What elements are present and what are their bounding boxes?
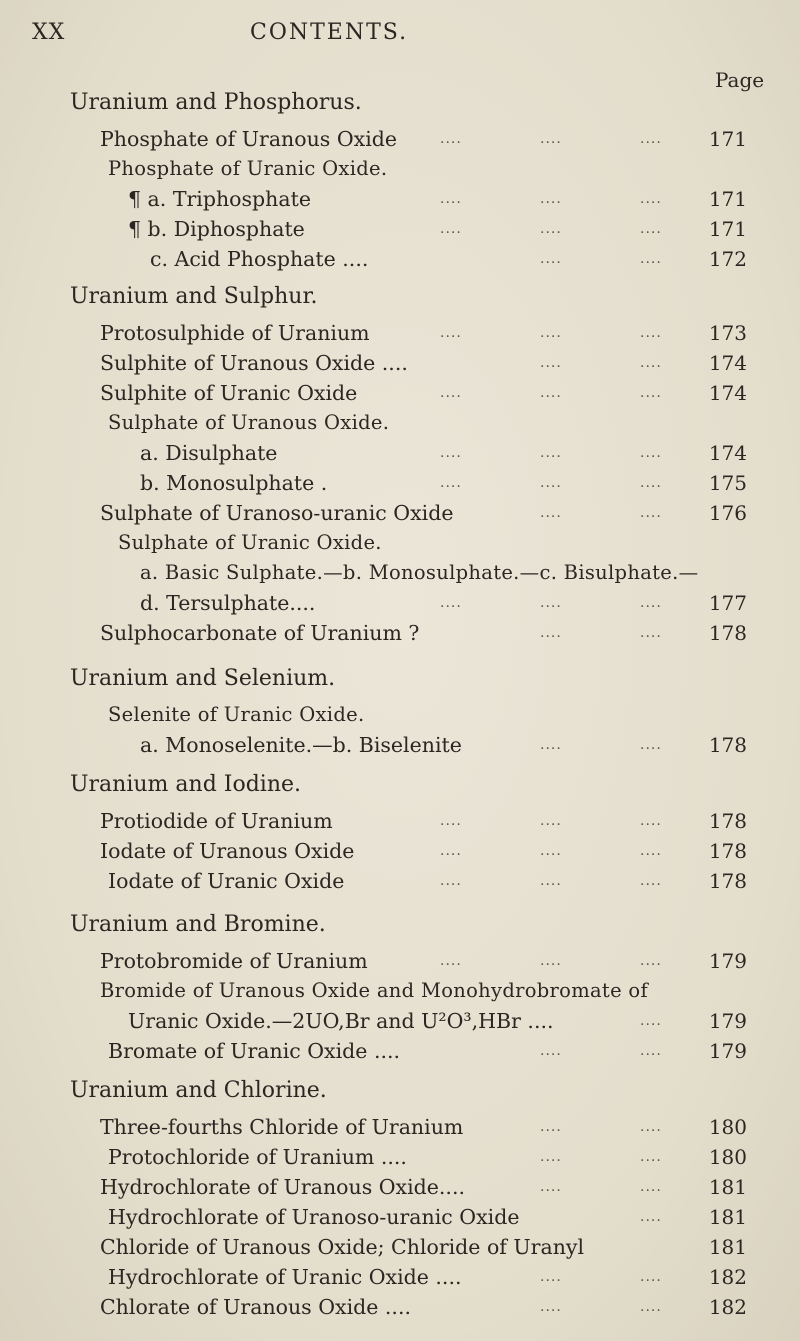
toc-entry bbox=[0, 730, 800, 760]
dot-leader: .... bbox=[540, 251, 562, 267]
toc-entry bbox=[0, 468, 800, 498]
dot-leader: .... bbox=[640, 1043, 662, 1059]
dot-leader: .... bbox=[640, 1149, 662, 1165]
page-number: 180 bbox=[708, 1115, 747, 1139]
toc-entry bbox=[0, 1232, 800, 1262]
entry-title: a. Disulphate bbox=[140, 441, 278, 465]
toc-subheading bbox=[0, 558, 800, 588]
entry-title: a. Monoselenite.—b. Biselenite bbox=[140, 733, 462, 757]
dot-leader: .... bbox=[640, 221, 662, 237]
dot-leader: .... bbox=[640, 595, 662, 611]
page-number-roman: XX bbox=[32, 20, 66, 45]
toc-entry bbox=[0, 946, 800, 976]
entry-title: Iodate of Uranic Oxide bbox=[108, 869, 345, 893]
dot-leader: .... bbox=[640, 191, 662, 207]
toc-entry bbox=[0, 1262, 800, 1292]
dot-leader: .... bbox=[540, 1299, 562, 1315]
toc-entry bbox=[0, 1142, 800, 1172]
dot-leader: .... bbox=[540, 843, 562, 859]
entry-title: Protiodide of Uranium bbox=[100, 809, 333, 833]
dot-leader: .... bbox=[540, 505, 562, 521]
entry-title: Hydrochlorate of Uranic Oxide .... bbox=[108, 1265, 462, 1289]
dot-leader: .... bbox=[640, 505, 662, 521]
entry-title: Iodate of Uranous Oxide bbox=[100, 839, 355, 863]
page-number: 181 bbox=[708, 1205, 747, 1229]
dot-leader: .... bbox=[540, 191, 562, 207]
dot-leader: .... bbox=[540, 1179, 562, 1195]
entry-title: Hydrochlorate of Uranous Oxide.... bbox=[100, 1175, 465, 1199]
page-number: 178 bbox=[708, 733, 747, 757]
dot-leader: .... bbox=[540, 813, 562, 829]
toc-entry bbox=[0, 1112, 800, 1142]
toc-entry bbox=[0, 1006, 800, 1036]
page-number: 178 bbox=[708, 869, 747, 893]
dot-leader: .... bbox=[540, 221, 562, 237]
entry-title: Protochloride of Uranium .... bbox=[108, 1145, 407, 1169]
page-number: 182 bbox=[708, 1265, 747, 1289]
toc-entry bbox=[0, 866, 800, 896]
page-number: 172 bbox=[708, 247, 747, 271]
toc-subheading bbox=[0, 154, 800, 184]
toc-entry bbox=[0, 1292, 800, 1322]
entry-title: Chlorate of Uranous Oxide .... bbox=[100, 1295, 411, 1319]
dot-leader: .... bbox=[640, 475, 662, 491]
dot-leader: .... bbox=[440, 221, 462, 237]
dot-leader: .... bbox=[640, 1119, 662, 1135]
dot-leader: .... bbox=[640, 843, 662, 859]
page-number: 171 bbox=[708, 217, 747, 241]
dot-leader: .... bbox=[440, 131, 462, 147]
dot-leader: .... bbox=[640, 813, 662, 829]
entry-title: Hydrochlorate of Uranoso-uranic Oxide bbox=[108, 1205, 520, 1229]
entry-title: Uranium and Iodine. bbox=[70, 772, 301, 797]
toc-subheading bbox=[0, 528, 800, 558]
section-heading bbox=[0, 88, 800, 118]
toc-subheading bbox=[0, 700, 800, 730]
dot-leader: .... bbox=[640, 1013, 662, 1029]
entry-title: Sulphate of Uranous Oxide. bbox=[108, 411, 390, 434]
toc-subheading bbox=[0, 408, 800, 438]
page-number: 174 bbox=[708, 381, 747, 405]
dot-leader: .... bbox=[540, 131, 562, 147]
toc-entry bbox=[0, 836, 800, 866]
page-number: 178 bbox=[708, 621, 747, 645]
toc-entry bbox=[0, 124, 800, 154]
dot-leader: .... bbox=[640, 325, 662, 341]
dot-leader: .... bbox=[540, 475, 562, 491]
section-heading bbox=[0, 282, 800, 312]
entry-title: Uranium and Chlorine. bbox=[70, 1078, 327, 1103]
page-number: 178 bbox=[708, 809, 747, 833]
dot-leader: .... bbox=[540, 873, 562, 889]
page-number: 171 bbox=[708, 187, 747, 211]
page-number: 171 bbox=[708, 127, 747, 151]
entry-title: d. Tersulphate.... bbox=[140, 591, 316, 615]
dot-leader: .... bbox=[640, 1269, 662, 1285]
dot-leader: .... bbox=[540, 325, 562, 341]
toc-entry bbox=[0, 244, 800, 274]
dot-leader: .... bbox=[640, 385, 662, 401]
entry-title: Protobromide of Uranium bbox=[100, 949, 368, 973]
entry-title: Protosulphide of Uranium bbox=[100, 321, 370, 345]
dot-leader: .... bbox=[440, 813, 462, 829]
entry-title: Uranium and Selenium. bbox=[70, 666, 336, 691]
toc-entry bbox=[0, 618, 800, 648]
entry-title: Phosphate of Uranic Oxide. bbox=[108, 157, 388, 180]
page-number: 180 bbox=[708, 1145, 747, 1169]
entry-title: Chloride of Uranous Oxide; Chloride of Uranyl bbox=[100, 1235, 585, 1259]
dot-leader: .... bbox=[540, 1149, 562, 1165]
page-number: 174 bbox=[708, 441, 747, 465]
running-title: CONTENTS. bbox=[250, 20, 409, 45]
entry-title: Selenite of Uranic Oxide. bbox=[108, 703, 365, 726]
entry-title: c. Acid Phosphate .... bbox=[150, 247, 369, 271]
toc-entry bbox=[0, 214, 800, 244]
dot-leader: .... bbox=[540, 355, 562, 371]
dot-leader: .... bbox=[640, 953, 662, 969]
entry-title: Uranic Oxide.—2UO,Br and U²O³,HBr .... bbox=[128, 1009, 554, 1033]
page-number: 174 bbox=[708, 351, 747, 375]
dot-leader: .... bbox=[640, 625, 662, 641]
dot-leader: .... bbox=[440, 843, 462, 859]
dot-leader: .... bbox=[640, 873, 662, 889]
entry-title: Sulphocarbonate of Uranium ? bbox=[100, 621, 420, 645]
toc-entry bbox=[0, 1202, 800, 1232]
entry-title: Phosphate of Uranous Oxide bbox=[100, 127, 397, 151]
page-number: 181 bbox=[708, 1235, 747, 1259]
entry-title: Sulphate of Uranoso-uranic Oxide bbox=[100, 501, 454, 525]
page-number: 181 bbox=[708, 1175, 747, 1199]
entry-title: Sulphite of Uranous Oxide .... bbox=[100, 351, 408, 375]
dot-leader: .... bbox=[540, 1043, 562, 1059]
dot-leader: .... bbox=[540, 385, 562, 401]
dot-leader: .... bbox=[640, 1209, 662, 1225]
page-number: 175 bbox=[708, 471, 747, 495]
entry-title: Bromide of Uranous Oxide and Monohydrobromate of bbox=[100, 979, 648, 1002]
dot-leader: .... bbox=[540, 953, 562, 969]
page-number: 179 bbox=[708, 1009, 747, 1033]
dot-leader: .... bbox=[640, 355, 662, 371]
dot-leader: .... bbox=[640, 1299, 662, 1315]
dot-leader: .... bbox=[540, 445, 562, 461]
dot-leader: .... bbox=[440, 475, 462, 491]
entry-title: Uranium and Sulphur. bbox=[70, 284, 318, 309]
entry-title: a. Basic Sulphate.—b. Monosulphate.—c. Bisulphate.— bbox=[140, 561, 699, 584]
dot-leader: .... bbox=[440, 953, 462, 969]
entry-title: Three-fourths Chloride of Uranium bbox=[100, 1115, 464, 1139]
dot-leader: .... bbox=[640, 131, 662, 147]
page-column-label: Page bbox=[715, 68, 765, 92]
toc-subheading bbox=[0, 976, 800, 1006]
entry-title: ¶ a. Triphosphate bbox=[128, 187, 311, 211]
page-number: 178 bbox=[708, 839, 747, 863]
dot-leader: .... bbox=[440, 325, 462, 341]
section-heading bbox=[0, 1076, 800, 1106]
page-number: 177 bbox=[708, 591, 747, 615]
dot-leader: .... bbox=[640, 737, 662, 753]
entry-title: Sulphate of Uranic Oxide. bbox=[118, 531, 382, 554]
dot-leader: .... bbox=[440, 385, 462, 401]
toc-entry bbox=[0, 806, 800, 836]
dot-leader: .... bbox=[640, 251, 662, 267]
toc-entry bbox=[0, 378, 800, 408]
entry-title: ¶ b. Diphosphate bbox=[128, 217, 305, 241]
toc-entry bbox=[0, 184, 800, 214]
section-heading bbox=[0, 664, 800, 694]
section-heading bbox=[0, 910, 800, 940]
toc-entry bbox=[0, 438, 800, 468]
page-number: 179 bbox=[708, 949, 747, 973]
dot-leader: .... bbox=[440, 595, 462, 611]
dot-leader: .... bbox=[540, 595, 562, 611]
entry-title: Uranium and Bromine. bbox=[70, 912, 326, 937]
dot-leader: .... bbox=[640, 445, 662, 461]
dot-leader: .... bbox=[440, 873, 462, 889]
dot-leader: .... bbox=[540, 1119, 562, 1135]
dot-leader: .... bbox=[540, 1269, 562, 1285]
toc-entry bbox=[0, 348, 800, 378]
entry-title: Bromate of Uranic Oxide .... bbox=[108, 1039, 401, 1063]
dot-leader: .... bbox=[440, 191, 462, 207]
dot-leader: .... bbox=[540, 625, 562, 641]
dot-leader: .... bbox=[540, 737, 562, 753]
entry-title: b. Monosulphate . bbox=[140, 471, 328, 495]
entry-title: Uranium and Phosphorus. bbox=[70, 90, 362, 115]
toc-entry bbox=[0, 1036, 800, 1066]
entry-title: Sulphite of Uranic Oxide bbox=[100, 381, 358, 405]
page-number: 176 bbox=[708, 501, 747, 525]
toc-entry bbox=[0, 498, 800, 528]
page-number: 173 bbox=[708, 321, 747, 345]
section-heading bbox=[0, 770, 800, 800]
page-number: 179 bbox=[708, 1039, 747, 1063]
dot-leader: .... bbox=[640, 1179, 662, 1195]
toc-entry bbox=[0, 1172, 800, 1202]
toc-entry bbox=[0, 588, 800, 618]
toc-entry bbox=[0, 318, 800, 348]
page-number: 182 bbox=[708, 1295, 747, 1319]
dot-leader: .... bbox=[440, 445, 462, 461]
